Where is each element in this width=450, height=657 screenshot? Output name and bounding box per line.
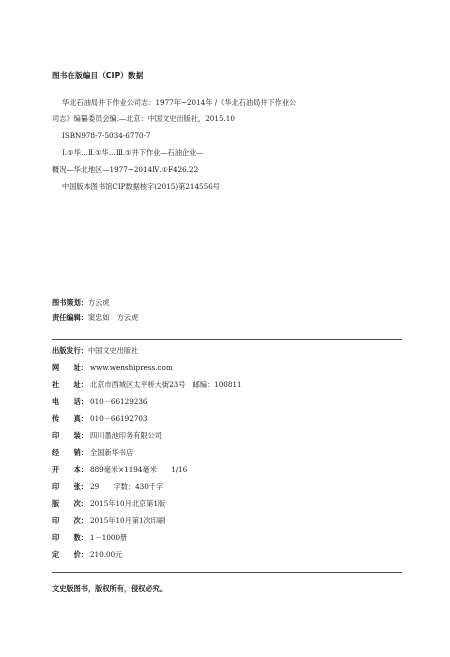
pub-value: 全国新华书店: [90, 448, 134, 457]
pub-label: 定 价：: [52, 550, 88, 559]
pub-value: 210.00元: [90, 550, 123, 559]
pub-label: 版 次：: [52, 499, 88, 508]
pub-label: 网 址：: [52, 363, 88, 372]
divider-bottom: [52, 572, 402, 573]
editor-value: 窦忠如 方云虎: [87, 313, 139, 322]
planner-line: [52, 298, 110, 308]
pub-label: 传 真：: [52, 414, 88, 423]
pub-label: 印 装：: [52, 431, 88, 440]
editor-line: [52, 313, 138, 323]
pub-value: 2015年10月第1次印刷: [90, 516, 166, 525]
distributor-value: 中国文史出版社: [87, 346, 139, 355]
pub-value: 2015年10月北京第1版: [90, 499, 166, 508]
pub-value: 889毫米×1194毫米 1/16: [90, 465, 188, 474]
copyright-notice: 文史版图书，版权所有，侵权必究。: [52, 584, 168, 593]
pub-label: 印 数：: [52, 533, 88, 542]
cip-record-number: 中国版本图书馆CIP数据核字(2015)第214556号: [62, 182, 220, 191]
distributor-row: [52, 346, 138, 356]
cip-line: 华北石油局井下作业公司志：1977年~2014年 /《华北石油局井下作业公: [62, 98, 297, 107]
cip-line: 司志》编纂委员会编.—北京：中国文史出版社，2015.10: [52, 114, 235, 123]
cip-title: 图书在版编目（CIP）数据: [52, 71, 144, 80]
pub-label: 印 张：: [52, 482, 88, 491]
pub-value: 1－1000册: [90, 533, 128, 542]
editor-label: 责任编辑：: [52, 313, 88, 322]
divider-top: [52, 339, 402, 340]
planner-label: 图书策划：: [52, 298, 88, 307]
pub-label: 印 次：: [52, 516, 88, 525]
cip-isbn: ISBN978-7-5034-6770-7: [62, 131, 151, 140]
pub-value: 010－66129236: [90, 397, 148, 406]
pub-value: www.wenshipress.com: [90, 363, 173, 372]
pub-label: 电 话：: [52, 397, 88, 406]
pub-value: 29 字数：430千字: [90, 482, 164, 491]
pub-value: 四川墨池印务有限公司: [90, 431, 162, 440]
distributor-label: 出版发行：: [52, 346, 88, 355]
pub-label: 开 本：: [52, 465, 88, 474]
pub-value: 010－66192703: [90, 414, 148, 423]
cip-line: Ⅰ.①华…Ⅱ.①华…Ⅲ.①井下作业—石油企业—: [62, 148, 204, 157]
planner-value: 方云虎: [87, 298, 110, 307]
pub-label: 社 址：: [52, 380, 88, 389]
pub-label: 经 销：: [52, 448, 88, 457]
cip-line: 概况—华北地区—1977~2014Ⅳ.①F426.22: [52, 165, 199, 174]
pub-value: 北京市西城区太平桥大街23号 邮编：100811: [90, 380, 242, 389]
